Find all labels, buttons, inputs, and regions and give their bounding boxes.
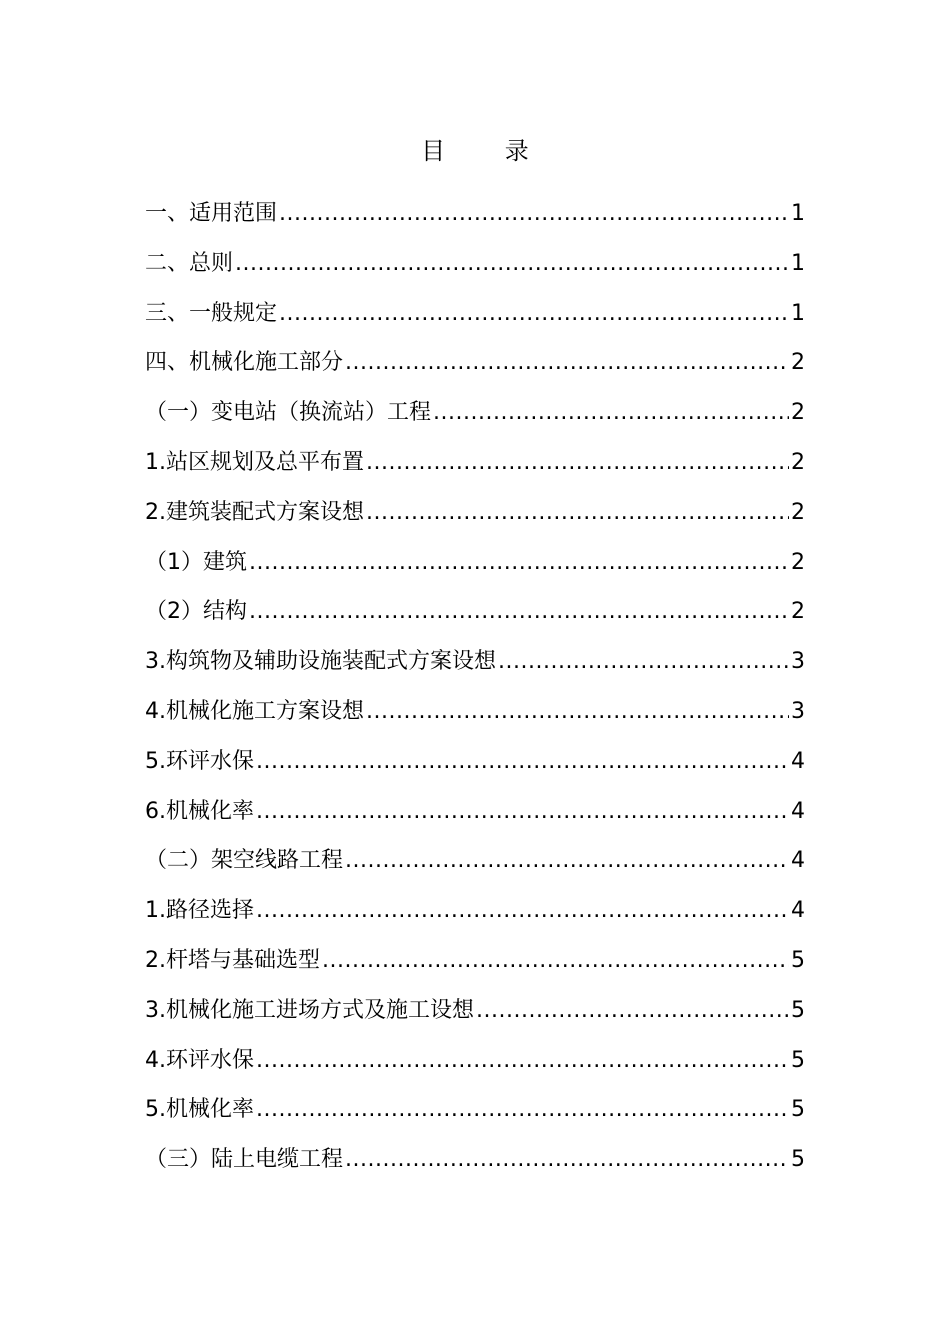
toc-entry-page: 3 <box>791 698 805 724</box>
toc-entry[interactable] <box>145 993 805 1043</box>
toc-dot-leader <box>249 545 789 581</box>
toc-entry[interactable] <box>145 345 805 395</box>
toc-dot-leader <box>279 296 789 332</box>
toc-entry[interactable] <box>145 744 805 794</box>
toc-entry-label: 4.环评水保 <box>145 1047 254 1073</box>
toc-entry[interactable] <box>145 296 805 346</box>
toc-dot-leader <box>366 445 789 481</box>
toc-entry-page: 2 <box>791 400 805 426</box>
toc-entry[interactable] <box>145 1142 805 1192</box>
toc-entry[interactable] <box>145 1092 805 1142</box>
toc-entry[interactable] <box>145 246 805 296</box>
toc-entry-page: 2 <box>791 350 805 376</box>
toc-dot-leader <box>345 1142 789 1178</box>
toc-dot-leader <box>249 594 789 630</box>
toc-entry-page: 5 <box>791 1047 805 1073</box>
toc-dot-leader <box>476 993 789 1029</box>
toc-entry-page: 4 <box>791 748 805 774</box>
toc-entry-label: （一）变电站（换流站）工程 <box>145 400 432 426</box>
toc-dot-leader <box>256 744 789 780</box>
toc-entry-page: 4 <box>791 848 805 874</box>
toc-entry-page: 1 <box>791 250 805 276</box>
toc-entry-page: 5 <box>791 1097 805 1123</box>
toc-entry-page: 2 <box>791 499 805 525</box>
toc-entry-label: 2.杆塔与基础选型 <box>145 947 320 973</box>
toc-entry-page: 1 <box>791 300 805 326</box>
toc-entry[interactable] <box>145 395 805 445</box>
toc-entry-label: 1.路径选择 <box>145 898 254 924</box>
toc-entry-label: 6.机械化率 <box>145 798 254 824</box>
toc-entry[interactable] <box>145 445 805 495</box>
toc-entry-page: 2 <box>791 449 805 475</box>
toc-entry-page: 2 <box>791 549 805 575</box>
toc-entry-label: 1.站区规划及总平布置 <box>145 449 364 475</box>
toc-title: 目 录 <box>421 137 555 165</box>
toc-entry-label: （三）陆上电缆工程 <box>145 1147 344 1173</box>
toc-entry-label: 5.机械化率 <box>145 1097 254 1123</box>
toc-entry-label: 四、机械化施工部分 <box>145 350 344 376</box>
toc-entry[interactable] <box>145 794 805 844</box>
toc-entry-label: （1）建筑 <box>145 549 247 575</box>
toc-entry-page: 4 <box>791 798 805 824</box>
toc-dot-leader <box>256 1092 789 1128</box>
toc-dot-leader <box>256 1043 789 1079</box>
toc-dot-leader <box>256 893 789 929</box>
toc-dot-leader <box>345 345 789 381</box>
toc-entry-label: 4.机械化施工方案设想 <box>145 698 364 724</box>
toc-entry[interactable] <box>145 843 805 893</box>
toc-entry[interactable] <box>145 644 805 694</box>
toc-list <box>145 196 805 1192</box>
toc-dot-leader <box>279 196 789 232</box>
toc-entry-page: 4 <box>791 898 805 924</box>
toc-entry-page: 1 <box>791 201 805 226</box>
toc-entry[interactable] <box>145 694 805 744</box>
toc-dot-leader <box>433 395 789 431</box>
toc-entry[interactable] <box>145 196 805 246</box>
toc-entry[interactable] <box>145 943 805 993</box>
toc-dot-leader <box>366 694 789 730</box>
toc-entry[interactable] <box>145 1043 805 1093</box>
toc-entry-label: 二、总则 <box>145 250 234 276</box>
toc-entry-label: 3.机械化施工进场方式及施工设想 <box>145 997 474 1023</box>
toc-dot-leader <box>498 644 789 680</box>
toc-dot-leader <box>235 246 789 282</box>
toc-entry[interactable] <box>145 594 805 644</box>
toc-entry-label: 三、一般规定 <box>145 300 278 326</box>
toc-entry-label: （二）架空线路工程 <box>145 848 344 874</box>
toc-entry-label: 5.环评水保 <box>145 748 254 774</box>
toc-dot-leader <box>256 794 789 830</box>
toc-entry-label: 2.建筑装配式方案设想 <box>145 499 364 525</box>
toc-entry-label: 3.构筑物及辅助设施装配式方案设想 <box>145 649 496 675</box>
toc-entry-label: （2）结构 <box>145 599 247 625</box>
toc-dot-leader <box>366 495 789 531</box>
toc-entry-page: 2 <box>791 599 805 625</box>
toc-entry-page: 5 <box>791 947 805 973</box>
toc-dot-leader <box>345 843 789 879</box>
toc-entry-label: 一、适用范围 <box>145 201 278 226</box>
toc-entry-page: 5 <box>791 997 805 1023</box>
toc-entry-page: 5 <box>791 1147 805 1173</box>
toc-entry[interactable] <box>145 893 805 943</box>
toc-entry[interactable] <box>145 545 805 595</box>
toc-entry-page: 3 <box>791 649 805 675</box>
toc-dot-leader <box>322 943 789 979</box>
toc-entry[interactable] <box>145 495 805 545</box>
